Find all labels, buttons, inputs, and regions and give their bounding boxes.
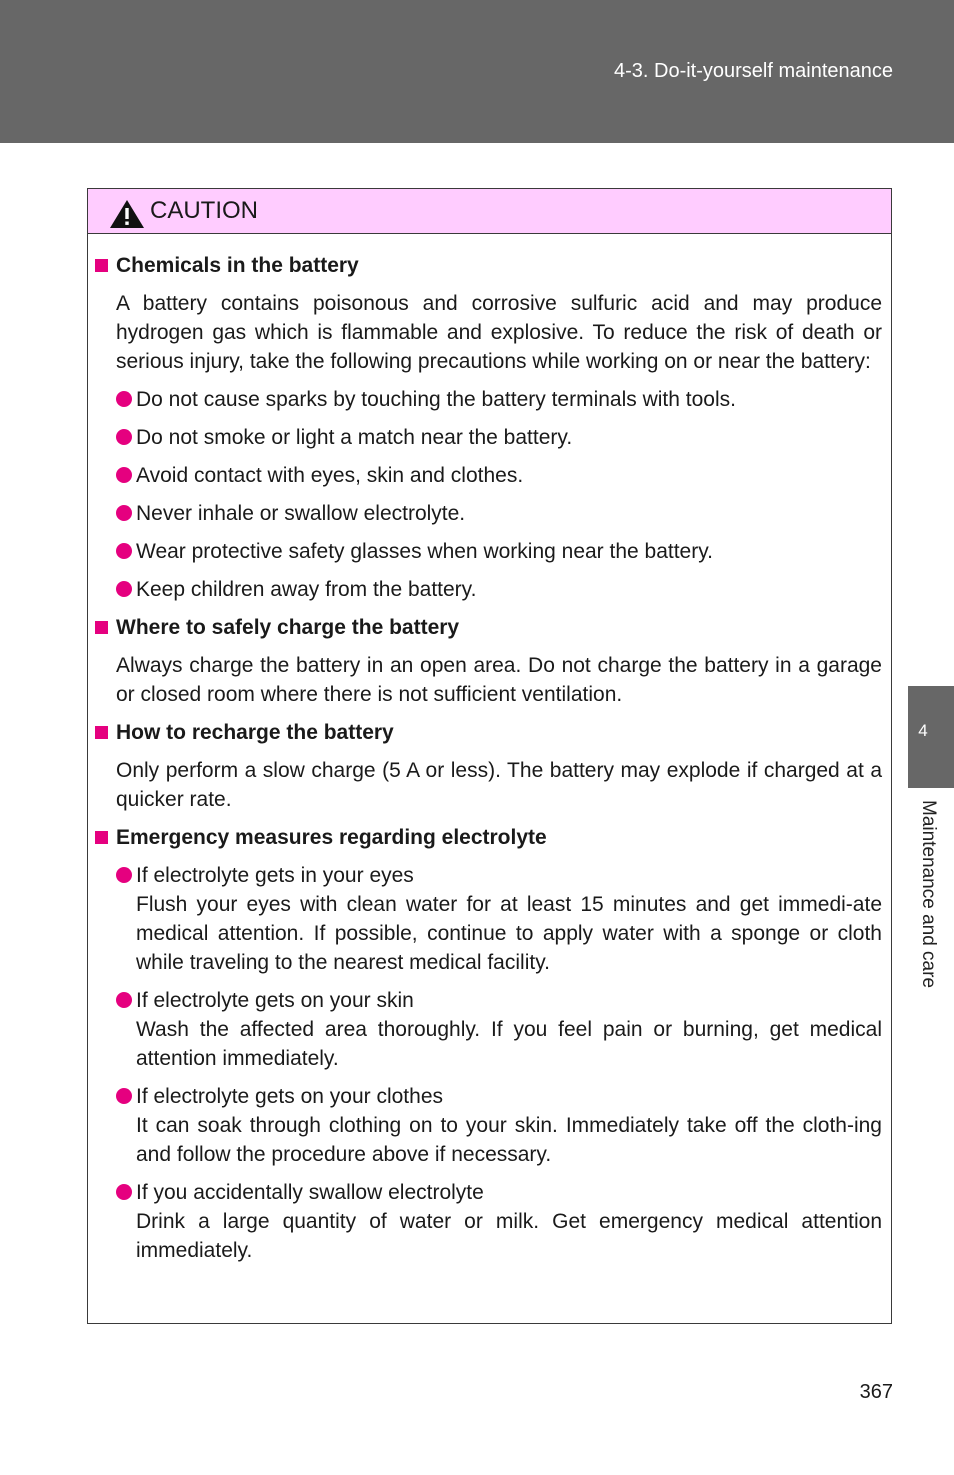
list-item-text: Do not cause sparks by touching the battery terminals with tools. [136, 388, 736, 411]
list-item-text: Never inhale or swallow electrolyte. [136, 502, 466, 525]
section-heading-text: Emergency measures regarding electrolyte [116, 826, 547, 849]
list-item [116, 861, 882, 977]
section-heading [95, 251, 882, 280]
section-heading-text: Where to safely charge the battery [116, 616, 460, 639]
section-paragraph: A battery contains poisonous and corrosive sulfuric acid and may produce hydrogen gas which is flammable and explosive. To reduce the risk of death or serious injury, take the following precautions while working on or near the battery: [116, 292, 882, 373]
list-item-content [136, 1178, 882, 1265]
list-item [116, 537, 882, 566]
list-item-title: If electrolyte gets on your skin [136, 989, 414, 1012]
section-heading-text: Chemicals in the battery [116, 254, 359, 277]
circle-bullet-icon [116, 1088, 132, 1104]
list-item [116, 385, 882, 414]
circle-bullet-icon [116, 429, 132, 445]
square-bullet-icon [95, 726, 108, 739]
list-item-detail: Drink a large quantity of water or milk. Get emergency medical attention immediately. [136, 1210, 882, 1262]
list-item [116, 1178, 882, 1265]
circle-bullet-icon [116, 391, 132, 407]
list-item [116, 575, 882, 604]
list-item [116, 423, 882, 452]
circle-bullet-icon [116, 1184, 132, 1200]
list-item [116, 1082, 882, 1169]
chapter-number: 4 [918, 721, 928, 740]
list-item-content [136, 986, 882, 1073]
caution-title: CAUTION [150, 197, 258, 224]
caution-body [88, 234, 891, 1265]
list-item [116, 986, 882, 1073]
circle-bullet-icon [116, 467, 132, 483]
circle-bullet-icon [116, 581, 132, 597]
header-band [0, 0, 954, 143]
list-item-detail: Wash the affected area thoroughly. If you feel pain or burning, get medical attention immediately. [136, 1018, 882, 1070]
section-paragraph: Only perform a slow charge (5 A or less). The battery may explode if charged at a quicker rate. [116, 759, 882, 811]
list-item-content [136, 1082, 882, 1169]
list-item-text: Avoid contact with eyes, skin and clothes. [136, 464, 524, 487]
section-heading [95, 613, 882, 642]
list-item-detail: Flush your eyes with clean water for at least 15 minutes and get immedi-ate medical attention. If possible, continue to apply water with a sponge or cloth while traveling to the nearest medical facility. [136, 893, 882, 974]
list-item [116, 499, 882, 528]
circle-bullet-icon [116, 992, 132, 1008]
caution-header [88, 189, 891, 234]
list-item [116, 461, 882, 490]
section-heading-text: How to recharge the battery [116, 721, 394, 744]
list-item-text: Keep children away from the battery. [136, 578, 477, 601]
caution-box [87, 188, 892, 1324]
section-heading [95, 823, 882, 852]
circle-bullet-icon [116, 543, 132, 559]
square-bullet-icon [95, 259, 108, 272]
list-item-title: If you accidentally swallow electrolyte [136, 1181, 484, 1204]
chapter-label: Maintenance and care [918, 800, 939, 989]
chapter-label-wrap [908, 800, 948, 1020]
section-heading [95, 718, 882, 747]
list-item-title: If electrolyte gets on your clothes [136, 1085, 443, 1108]
list-item-detail: It can soak through clothing on to your skin. Immediately take off the cloth-ing and follow the procedure above if necessary. [136, 1114, 882, 1166]
square-bullet-icon [95, 831, 108, 844]
circle-bullet-icon [116, 505, 132, 521]
warning-triangle-icon [109, 199, 145, 229]
square-bullet-icon [95, 621, 108, 634]
circle-bullet-icon [116, 867, 132, 883]
list-item-content [136, 861, 882, 977]
chapter-tab [908, 686, 954, 788]
section-title: 4-3. Do-it-yourself maintenance [613, 60, 893, 82]
list-item-text: Do not smoke or light a match near the battery. [136, 426, 573, 449]
list-item-text: Wear protective safety glasses when working near the battery. [136, 540, 714, 563]
page-number: 367 [859, 1381, 893, 1403]
section-paragraph: Always charge the battery in an open area. Do not charge the battery in a garage or closed room where there is not sufficient ventilation. [116, 654, 882, 706]
list-item-title: If electrolyte gets in your eyes [136, 864, 414, 887]
